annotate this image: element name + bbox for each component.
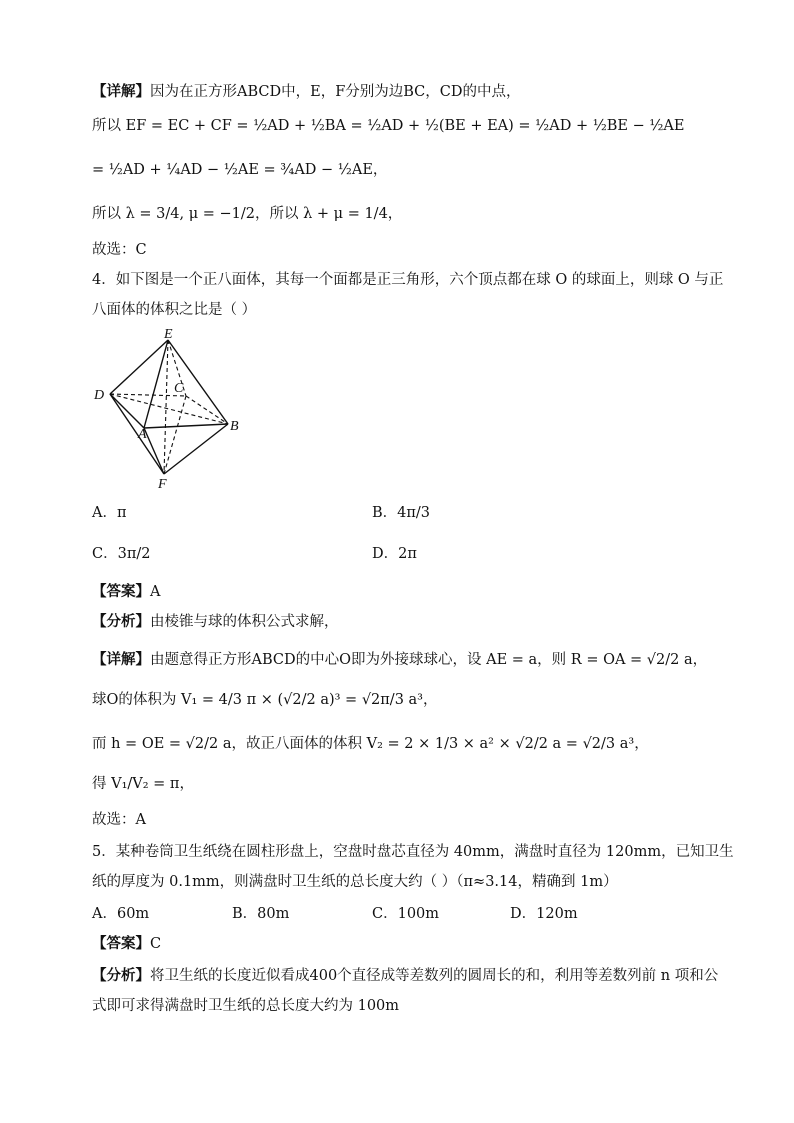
q5-option-d — [510, 904, 578, 924]
q3-line4: 所以 λ = 3/4, μ = −1/2，所以 λ + μ = 1/4， — [92, 206, 403, 222]
q5-answer-line — [92, 934, 161, 954]
q3-detail-text: 因为在正方形ABCD中，E，F分别为边BC，CD的中点， — [150, 84, 521, 100]
q5-stem-line-2 — [92, 872, 618, 892]
q5-option-a — [92, 904, 149, 924]
q4-detail-line-1 — [92, 650, 707, 670]
q5-option-b — [232, 904, 289, 924]
detail-tag: 【详解】 — [92, 83, 150, 100]
option-key: A． — [92, 505, 117, 521]
option-key: A． — [92, 906, 117, 922]
q3-line2-prefix: 所以 — [92, 118, 121, 134]
q4-option-d — [372, 544, 417, 564]
option-value: 80m — [257, 906, 290, 922]
q3-vector-line-2 — [92, 160, 387, 180]
vertex-label-E: E — [164, 327, 173, 342]
q5-stem-text-1: 5．某种卷筒卫生纸绕在圆柱形盘上，空盘时盘芯直径为 40mm，满盘时直径为 120mm，已知卫生 — [92, 844, 734, 860]
option-value: π — [116, 505, 127, 521]
answer-tag: 【答案】 — [92, 583, 150, 600]
vertex-label-D: D — [94, 388, 105, 403]
option-key: D． — [372, 546, 399, 562]
q4-detail-text-4: 得 V₁/V₂ = π， — [92, 776, 194, 792]
option-key: D． — [510, 906, 537, 922]
q3-vector-line-1 — [92, 116, 684, 136]
option-key: C． — [92, 546, 118, 562]
answer-tag: 【答案】 — [92, 935, 150, 952]
q4-stem-text-2: 八面体的体积之比是（ ） — [92, 302, 257, 318]
q5-analysis-text-2: 式即可求得满盘时卫生纸的总长度大约为 100m — [92, 998, 400, 1014]
option-value: 2π — [398, 546, 417, 562]
q5-answer: C — [150, 936, 162, 952]
vertex-label-F: F — [158, 477, 167, 492]
q4-detail-text-3: 而 h = OE = √2/2 a，故正八面体的体积 V₂ = 2 × 1/3 × a² × √2/2 a = √2/3 a³， — [92, 736, 649, 752]
q4-option-b — [372, 503, 430, 523]
q4-option-c — [92, 544, 150, 564]
q4-analysis: 由棱锥与球的体积公式求解， — [150, 614, 339, 630]
q5-analysis-line-1 — [92, 966, 718, 986]
option-value: 100m — [397, 906, 440, 922]
q4-final: 故选：A — [92, 812, 146, 828]
q4-stem-line-2 — [92, 300, 256, 320]
option-key: C． — [372, 906, 398, 922]
q3-line2-expr: EF = EC + CF = ½AD + ½BA = ½AD + ½(BE + EA) = ½AD + ½BE − ½AE — [125, 118, 685, 134]
q5-stem-text-2: 纸的厚度为 0.1mm，则满盘时卫生纸的总长度大约（ ）（π≈3.14，精确到 1m） — [92, 874, 618, 890]
q4-stem-line-1 — [92, 270, 723, 290]
q4-option-a — [92, 503, 127, 523]
q3-lambda-mu-line — [92, 204, 402, 224]
q4-stem-text-1: 4．如下图是一个正八面体，其每一个面都是正三角形，六个顶点都在球 O 的球面上，则球 O 与正 — [92, 272, 724, 288]
vertex-label-C: C — [174, 381, 184, 396]
q4-analysis-line — [92, 612, 339, 632]
q4-answer-line — [92, 582, 160, 602]
option-value: 120m — [536, 906, 578, 922]
option-value: 3π/2 — [117, 546, 151, 562]
q4-final-line — [92, 810, 146, 830]
q4-detail-text-1: 由题意得正方形ABCD的中心O即为外接球球心，设 AE = a，则 R = OA = √2/2 a， — [150, 652, 708, 668]
option-key: B． — [372, 505, 398, 521]
q4-detail-line-4 — [92, 774, 194, 794]
vertex-label-B: B — [230, 419, 239, 434]
q4-detail-text-2: 球O的体积为 V₁ = 4/3 π × (√2/2 a)³ = √2π/3 a³， — [92, 692, 438, 708]
vertex-label-A: A — [138, 427, 147, 442]
analysis-tag: 【分析】 — [92, 967, 150, 984]
octahedron-figure — [88, 326, 258, 492]
q3-line3-expr: = ½AD + ¼AD − ½AE = ¾AD − ½AE， — [92, 162, 388, 178]
option-value: 60m — [116, 906, 150, 922]
analysis-tag: 【分析】 — [92, 613, 150, 630]
option-key: B． — [232, 906, 258, 922]
q4-detail-line-2 — [92, 690, 438, 710]
q4-detail-line-3 — [92, 734, 649, 754]
q3-detail-line — [92, 82, 521, 102]
q5-stem-line-1 — [92, 842, 734, 862]
q5-analysis-text-1: 将卫生纸的长度近似看成400个直径成等差数列的圆周长的和，利用等差数列前 n 项和公 — [150, 968, 719, 984]
detail-tag: 【详解】 — [92, 651, 150, 668]
q5-analysis-line-2 — [92, 996, 399, 1016]
q5-option-c — [372, 904, 439, 924]
q3-answer-line — [92, 240, 147, 260]
q4-answer: A — [150, 584, 161, 600]
option-value: 4π/3 — [397, 505, 431, 521]
q3-answer: 故选：C — [92, 242, 147, 258]
